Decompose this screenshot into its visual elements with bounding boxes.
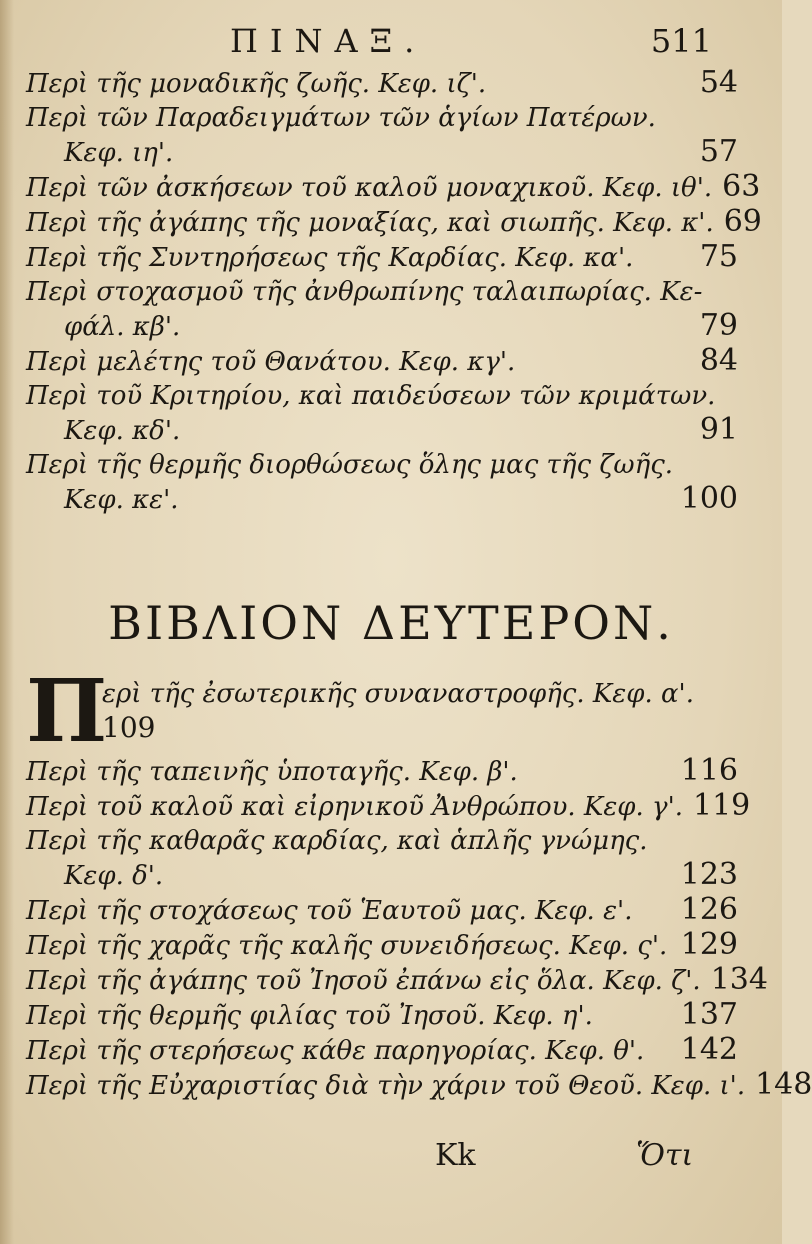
toc-entry-line [26, 893, 738, 928]
toc-entry [26, 998, 738, 1033]
page-number: 511 [650, 22, 712, 60]
toc-entry-line [26, 754, 738, 789]
toc-entry-line [26, 309, 738, 344]
toc-entry-page: 91 [699, 412, 738, 447]
toc-entry-page: 84 [699, 343, 738, 378]
toc-entry-line [26, 482, 738, 517]
toc-entry-page: 54 [699, 65, 738, 100]
running-title: ΠΙΝΑΞ. [230, 22, 427, 60]
toc-entry [26, 66, 738, 101]
toc-entry-title: Περὶ τῆς μοναδικῆς ζωῆς. Κεφ. ιζ'. [26, 69, 487, 99]
toc-entry-page: 126 [680, 892, 738, 927]
toc-entry-page: 137 [680, 997, 738, 1032]
toc-entry-line [26, 344, 738, 379]
signature-mark: Kk [435, 1138, 476, 1173]
toc-entry-title: φάλ. κβ'. [64, 312, 181, 342]
toc-entry [26, 928, 738, 963]
toc-entry-title: Περὶ στοχασμοῦ τῆς ἀνθρωπίνης ταλαιπωρίας. Κε- [26, 277, 703, 307]
toc-entry-page: 100 [680, 481, 738, 516]
toc-entry-page: 129 [680, 927, 738, 962]
toc-entry-page: 69 [723, 204, 762, 239]
toc-entry-title: Περὶ τῆς στερήσεως κάθε παρηγορίας. Κεφ. θ'. [26, 1036, 645, 1066]
toc-entry [26, 204, 762, 240]
toc-entry [26, 240, 738, 275]
toc-entry [26, 754, 738, 789]
toc-entry-title: Κεφ. κε'. [64, 485, 179, 515]
toc-entry-page: 134 [710, 962, 768, 997]
page-header [0, 22, 782, 66]
toc-entry-title: Περὶ τῆς Συντηρήσεως τῆς Καρδίας. Κεφ. κα'. [26, 243, 634, 273]
toc-entry-line [26, 962, 768, 998]
toc-entry-title: Κεφ. κδ'. [64, 416, 181, 446]
toc-entry-line [26, 998, 738, 1033]
toc-entry [26, 379, 738, 448]
catchword: Ὅτι [636, 1138, 694, 1173]
toc-entry-title: Περὶ τῆς ἀγάπης τοῦ Ἰησοῦ ἐπάνω εἰς ὅλα. Κεφ. ζ'. [26, 966, 701, 996]
toc-entry [26, 275, 738, 344]
toc-entry-line [26, 928, 738, 963]
toc-entry-page: 148 [755, 1067, 812, 1102]
toc-entry [26, 962, 768, 998]
toc-entry-line [26, 204, 762, 240]
toc-entry-title: Περὶ τῶν ἀσκήσεων τοῦ καλοῦ μοναχικοῦ. Κεφ. ιθ'. [26, 173, 713, 203]
toc-entry [26, 344, 738, 379]
toc-entry [26, 1033, 738, 1068]
toc-entry-title: Περὶ τοῦ καλοῦ καὶ εἰρηνικοῦ Ἀνθρώπου. Κεφ. γ'. [26, 792, 683, 822]
toc-entry-page: 142 [680, 1032, 738, 1067]
drop-cap: Π [26, 661, 108, 762]
toc-entry-line [26, 788, 751, 824]
toc-entry [26, 1067, 812, 1103]
toc-entry-title: Περὶ τῆς ἀγάπης τῆς μοναξίας, καὶ σιωπῆς. Κεφ. κ'. [26, 208, 714, 238]
toc-entry-title: Κεφ. δ'. [64, 861, 164, 891]
toc-entry-title: Περὶ τῆς στοχάσεως τοῦ Ἑαυτοῦ μας. Κεφ. ε'. [26, 896, 633, 926]
toc-entry-title: Περὶ τῆς θερμῆς φιλίας τοῦ Ἰησοῦ. Κεφ. η'. [26, 1001, 593, 1031]
table-of-contents-book-one [26, 65, 762, 517]
toc-entry [26, 101, 738, 170]
toc-entry-page: 79 [699, 308, 738, 343]
page-footer [0, 1138, 782, 1178]
toc-entry-title: Κεφ. ιη'. [64, 138, 174, 168]
toc-entry-page: 119 [693, 788, 751, 823]
book-two-heading: ΒΙΒΛΙΟΝ ΔΕΥΤΕΡΟΝ. [108, 596, 674, 650]
toc-entry-line [26, 169, 761, 205]
toc-entry-title: ερὶ τῆς ἐσωτερικῆς συναναστροφῆς. Κεφ. α'. [102, 679, 694, 709]
toc-entry [26, 893, 738, 928]
toc-entry-title: Περὶ τοῦ Κριτηρίου, καὶ παιδεύσεων τῶν κριμάτων. [26, 381, 716, 411]
toc-entry-page: 75 [699, 239, 738, 274]
toc-entry-page: 123 [680, 857, 738, 892]
toc-entry-page: 63 [722, 169, 761, 204]
toc-entry-page: 57 [699, 134, 738, 169]
toc-entry-line [26, 275, 738, 309]
toc-entry-title: Περὶ τῆς Εὐχαριστίας διὰ τὴν χάριν τοῦ Θεοῦ. Κεφ. ι'. [26, 1071, 746, 1101]
toc-entry-title: Περὶ μελέτης τοῦ Θανάτου. Κεφ. κγ'. [26, 347, 516, 377]
toc-entry-title: Περὶ τῆς χαρᾶς τῆς καλῆς συνειδήσεως. Κεφ. ς'. [26, 931, 668, 961]
toc-entry-line [26, 824, 738, 858]
toc-entry-title: Περὶ τῆς καθαρᾶς καρδίας, καὶ ἁπλῆς γνώμης. [26, 826, 648, 856]
toc-entry-line [26, 135, 738, 170]
toc-entry-line [26, 240, 738, 275]
toc-entry [26, 448, 738, 517]
toc-entry-page: 109 [102, 711, 156, 744]
toc-entry-line [26, 66, 738, 101]
toc-entry-line [26, 1067, 812, 1103]
toc-entry [26, 169, 761, 205]
toc-entry-page: 116 [680, 753, 738, 788]
toc-entry-line [26, 448, 738, 482]
toc-entry-line [26, 1033, 738, 1068]
toc-entry [26, 788, 751, 824]
toc-entry [26, 824, 738, 893]
toc-entry-title: Περὶ τῆς θερμῆς διορθώσεως ὅλης μας τῆς ζωῆς. [26, 450, 674, 480]
table-of-contents-book-two [26, 753, 812, 1103]
toc-entry-line [26, 379, 738, 413]
toc-entry-line [26, 858, 738, 893]
toc-entry-title: Περὶ τῆς ταπεινῆς ὑποταγῆς. Κεφ. β'. [26, 757, 518, 787]
toc-entry-first [26, 661, 738, 762]
toc-entry-title: Περὶ τῶν Παραδειγμάτων τῶν ἁγίων Πατέρων. [26, 103, 656, 133]
toc-entry-line [26, 413, 738, 448]
toc-entry-line [26, 101, 738, 135]
